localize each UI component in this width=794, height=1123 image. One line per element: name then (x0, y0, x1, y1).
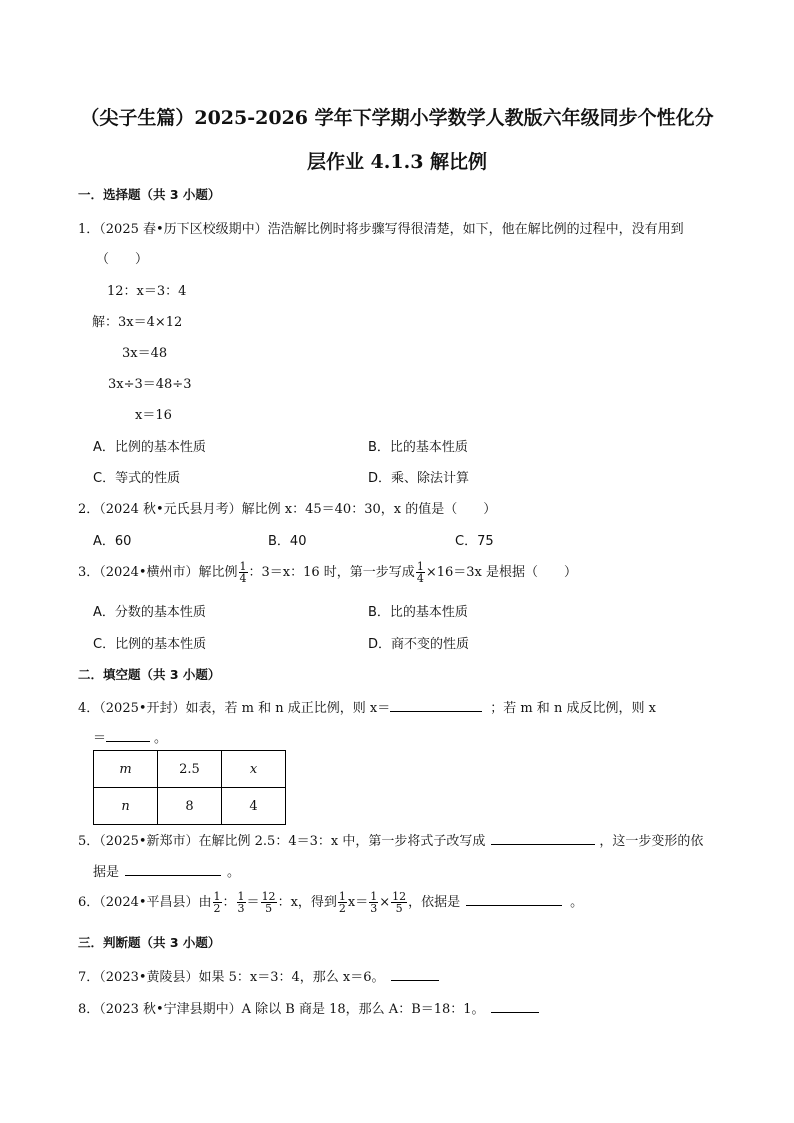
q3-stem-mid: ：3＝x：16 时，第一步写成 (248, 565, 415, 580)
q3-fraction-b-num: 1 (416, 560, 424, 573)
q6-fraction-6-num: 12 (392, 890, 407, 903)
table-row (94, 788, 286, 825)
table-cell: m (94, 751, 158, 788)
table-cell: 4 (222, 788, 286, 825)
q4-answer-blank-1[interactable] (390, 699, 482, 712)
section-heading-judge: 三．判断题（共 3 小题） (78, 935, 221, 950)
q5-text-3: 据是 (93, 865, 120, 880)
q2-option-b[interactable]: B．40 (268, 534, 307, 549)
q6-fraction-1-den: 2 (213, 902, 221, 915)
q4-text-4: 。 (154, 731, 168, 746)
q1-paren: （ ） (96, 252, 149, 267)
q7-answer-blank[interactable] (391, 968, 439, 981)
q3-stem (78, 561, 577, 584)
q6-fraction-1 (213, 891, 222, 914)
q4-answer-blank-2[interactable] (106, 729, 150, 742)
q1-option-b[interactable]: B．比的基本性质 (368, 440, 468, 455)
table-cell: x (222, 751, 286, 788)
q3-fraction-b-den: 4 (416, 572, 424, 585)
table-row (94, 751, 286, 788)
q4-text-2: ；若 m 和 n 成反比例，则 x (490, 701, 656, 716)
q6-fraction-1-num: 1 (213, 890, 221, 903)
q3-stem-post: ×16＝3x 是根据（ ） (425, 565, 577, 580)
q3-option-c[interactable]: C．比例的基本性质 (93, 637, 207, 652)
q6-text-post: ，依据是 (408, 895, 461, 910)
q4-stem-line1 (78, 697, 656, 716)
q6-fraction-6-den: 5 (395, 902, 403, 915)
q6-text-pre: 6．（2024•平昌县）由 (78, 895, 212, 910)
q8-text: 8．（2023 秋•宁津县期中）A 除以 B 商是 18，那么 A：B＝18：1。 (78, 1002, 485, 1017)
q3-option-d[interactable]: D．商不变的性质 (368, 637, 470, 652)
q3-fraction-a-num: 1 (239, 560, 247, 573)
q5-stem-line2 (93, 861, 240, 880)
q1-option-d[interactable]: D．乘、除法计算 (368, 471, 470, 486)
q6-fraction-5 (369, 891, 378, 914)
q6-answer-blank[interactable] (466, 893, 562, 906)
q4-text-3: ＝ (93, 731, 107, 746)
q1-step-2: 解：3x＝4×12 (92, 315, 183, 330)
q6-fraction-6 (391, 891, 407, 914)
q5-text-2: ，这一步变形的依 (599, 834, 704, 849)
q1-step-5: x＝16 (135, 408, 172, 423)
q1-stem: 1．（2025 春•历下区校级期中）浩浩解比例时将步骤写得很清楚，如下，他在解比例的过程中，没有用到 (78, 222, 684, 237)
q1-option-c[interactable]: C．等式的性质 (93, 471, 181, 486)
q3-fraction-a (239, 561, 248, 584)
q3-stem-pre: 3．（2024•横州市）解比例 (78, 565, 238, 580)
q1-step-3: 3x＝48 (122, 346, 168, 361)
q6-fraction-4-den: 2 (338, 902, 346, 915)
q6-text-c4: x＝ (347, 895, 369, 910)
q6-text-c5: × (379, 895, 391, 910)
q4-text-1: 4．（2025•开封）如表，若 m 和 n 成正比例，则 x＝ (78, 701, 391, 716)
q6-text-c3: ：x，得到 (277, 895, 337, 910)
table-cell: 2.5 (158, 751, 222, 788)
q3-fraction-b (416, 561, 425, 584)
q6-fraction-2 (237, 891, 246, 914)
q7-stem (78, 966, 439, 985)
q3-fraction-a-den: 4 (239, 572, 247, 585)
q5-stem-line1 (78, 830, 703, 849)
q6-fraction-2-num: 1 (237, 890, 245, 903)
q2-option-c[interactable]: C．75 (455, 534, 494, 549)
q5-text-1: 5．（2025•新郑市）在解比例 2.5：4＝3：x 中，第一步将式子改写成 (78, 834, 486, 849)
table-cell: 8 (158, 788, 222, 825)
q6-fraction-3-num: 12 (261, 890, 276, 903)
q2-option-a[interactable]: A．60 (93, 534, 132, 549)
q5-answer-blank-2[interactable] (125, 863, 221, 876)
q6-fraction-4 (338, 891, 347, 914)
q1-option-a[interactable]: A．比例的基本性质 (93, 440, 206, 455)
q3-option-a[interactable]: A．分数的基本性质 (93, 605, 206, 620)
document-title-line-2: 层作业 4.1.3 解比例 (306, 151, 488, 173)
q6-text-c1: ： (222, 895, 236, 910)
q6-fraction-5-den: 3 (370, 902, 378, 915)
q8-stem (78, 998, 539, 1017)
q6-text-c2: ＝ (246, 895, 260, 910)
q6-fraction-2-den: 3 (237, 902, 245, 915)
q5-text-4: 。 (227, 865, 241, 880)
section-heading-choice: 一．选择题（共 3 小题） (78, 187, 221, 202)
q6-fraction-5-num: 1 (370, 890, 378, 903)
q6-fraction-4-num: 1 (338, 890, 346, 903)
q4-stem-line2 (93, 727, 167, 746)
q6-fraction-3-den: 5 (265, 902, 273, 915)
q6-fraction-3 (261, 891, 277, 914)
q2-stem: 2．（2024 秋•元氏县月考）解比例 x：45＝40：30，x 的值是（ ） (78, 502, 497, 517)
q1-step-1: 12：x＝3：4 (107, 284, 187, 299)
q8-answer-blank[interactable] (491, 1000, 539, 1013)
table-cell: n (94, 788, 158, 825)
q4-table (93, 750, 286, 825)
q5-answer-blank-1[interactable] (491, 832, 595, 845)
document-title-line-1: （尖子生篇）2025-2026 学年下学期小学数学人教版六年级同步个性化分 (80, 107, 714, 129)
q7-text: 7．（2023•黄陵县）如果 5：x＝3：4，那么 x＝6。 (78, 970, 385, 985)
q6-stem (78, 891, 583, 914)
q3-option-b[interactable]: B．比的基本性质 (368, 605, 468, 620)
q1-step-4: 3x÷3＝48÷3 (108, 377, 192, 392)
section-heading-fill: 二．填空题（共 3 小题） (78, 667, 221, 682)
q6-text-end: 。 (570, 895, 584, 910)
